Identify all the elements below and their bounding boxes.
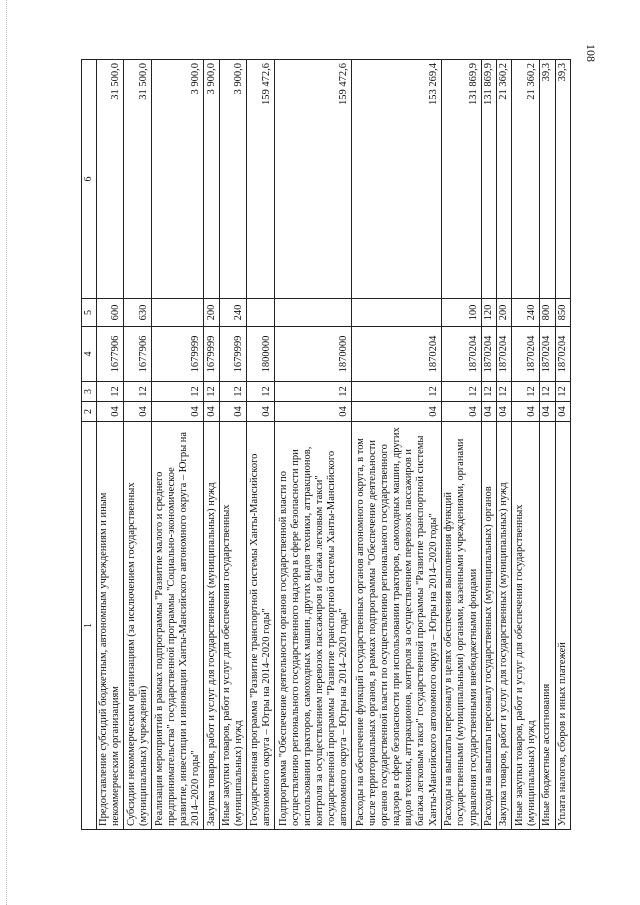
row-section: 04 <box>481 402 496 422</box>
row-section: 04 <box>497 402 512 422</box>
row-subsection: 12 <box>151 382 203 402</box>
table-row <box>151 60 203 830</box>
table-row <box>219 60 247 830</box>
row-amount: 39,3 <box>540 60 555 299</box>
row-expense-type <box>275 299 352 327</box>
row-amount: 31 500,0 <box>96 60 124 299</box>
row-target-code: 1870204 <box>540 327 555 382</box>
row-amount: 159 472,6 <box>247 60 275 299</box>
row-amount: 21 360,2 <box>512 60 540 299</box>
row-description: Предоставление субсидий бюджетным, автономным учреждениям и иным некоммерческим организациям <box>96 422 124 830</box>
row-description: Иные бюджетные ассигнования <box>540 422 555 830</box>
row-amount: 153 269,4 <box>352 60 441 299</box>
row-description: Государственная программа "Развитие транспортной системы Ханты-Мансийского автономного округа – Югры на 2014–2020 годы" <box>247 422 275 830</box>
row-description: Расходы на выплаты персоналу в целях обеспечения выполнения функций государственными (муниципальными) органами, казенными учреждениями, органами управления государственными внебюджетными фондами <box>441 422 481 830</box>
row-target-code: 1870204 <box>441 327 481 382</box>
row-target-code: 1679999 <box>151 327 203 382</box>
table-row <box>275 60 352 830</box>
row-amount: 131 869,9 <box>441 60 481 299</box>
row-expense-type: 200 <box>497 299 512 327</box>
row-target-code: 1870204 <box>497 327 512 382</box>
row-target-code: 1679999 <box>219 327 247 382</box>
row-subsection: 12 <box>555 382 571 402</box>
row-section: 04 <box>204 402 219 422</box>
row-section: 04 <box>275 402 352 422</box>
header-cell: 1 <box>82 422 97 830</box>
row-description: Закупка товаров, работ и услуг для государственных (муниципальных) нужд <box>497 422 512 830</box>
row-subsection: 12 <box>219 382 247 402</box>
row-description: Расходы на выплаты персоналу государственных (муниципальных) органов <box>481 422 496 830</box>
row-description: Реализация мероприятий в рамках подпрограммы "Развитие малого и среднего предпринимательства" государственной программы "Социально-экономическое развитие, инвестиции и инновации Ханты-Мансийского автономного округа – Югры на 2014–2020 годы" <box>151 422 203 830</box>
budget-table-container <box>81 60 571 830</box>
row-expense-type: 240 <box>512 299 540 327</box>
table-row <box>204 60 219 830</box>
table-row <box>540 60 555 830</box>
row-expense-type: 600 <box>96 299 124 327</box>
row-section: 04 <box>441 402 481 422</box>
row-subsection: 12 <box>512 382 540 402</box>
header-cell: 3 <box>82 382 97 402</box>
header-cell: 5 <box>82 299 97 327</box>
row-expense-type: 120 <box>481 299 496 327</box>
row-description: Расходы на обеспечение функций государственных органов автономного округа, в том числе территориальных органов, в рамках подпрограммы "Обеспечение деятельности органов государственной власти по осуществлению регионального государственного надзора в сфере безопасности при использовании тракторов, самоходных машин, других видов техники, аттракционов, контроля за осуществлением перевозок пассажиров и багажа легковым такси" государственной программы "Развитие транспортной системы Ханты-Мансийского автономного округа – Югры на 2014–2020 годы" <box>352 422 441 830</box>
row-expense-type: 100 <box>441 299 481 327</box>
header-cell: 2 <box>82 402 97 422</box>
row-section: 04 <box>512 402 540 422</box>
row-expense-type: 630 <box>124 299 152 327</box>
page-number: 108 <box>584 44 598 62</box>
scan-edge-line <box>6 0 8 905</box>
row-subsection: 12 <box>96 382 124 402</box>
row-target-code: 1677906 <box>96 327 124 382</box>
row-amount: 159 472,6 <box>275 60 352 299</box>
row-target-code: 1870000 <box>275 327 352 382</box>
row-target-code: 1870204 <box>352 327 441 382</box>
row-section: 04 <box>540 402 555 422</box>
row-amount: 3 900,0 <box>204 60 219 299</box>
header-cell: 6 <box>82 60 97 299</box>
row-description: Закупка товаров, работ и услуг для государственных (муниципальных) нужд <box>204 422 219 830</box>
row-subsection: 12 <box>247 382 275 402</box>
table-row <box>96 60 124 830</box>
row-description: Иные закупки товаров, работ и услуг для обеспечения государственных (муниципальных) нужд <box>219 422 247 830</box>
row-section: 04 <box>151 402 203 422</box>
row-target-code: 1800000 <box>247 327 275 382</box>
row-subsection: 12 <box>352 382 441 402</box>
row-amount: 3 900,0 <box>151 60 203 299</box>
row-subsection: 12 <box>204 382 219 402</box>
row-subsection: 12 <box>540 382 555 402</box>
row-amount: 3 900,0 <box>219 60 247 299</box>
table-row <box>555 60 571 830</box>
table-row <box>481 60 496 830</box>
row-subsection: 12 <box>275 382 352 402</box>
row-description: Субсидии некоммерческим организациям (за исключением государственных (муниципальных) учреждений) <box>124 422 152 830</box>
row-target-code: 1870204 <box>481 327 496 382</box>
row-description: Подпрограмма "Обеспечение деятельности органов государственной власти по осуществлению регионального государственного надзора в сфере безопасности при использовании тракторов, самоходных машин, других видов техники, аттракционов, контроля за осуществлением перевозок пассажиров и багажа легковым такси" государственной программы "Развитие транспортной системы Ханты-Мансийского автономного округа – Югры на 2014–2020 годы" <box>275 422 352 830</box>
row-section: 04 <box>96 402 124 422</box>
row-subsection: 12 <box>497 382 512 402</box>
row-subsection: 12 <box>441 382 481 402</box>
row-target-code: 1677906 <box>124 327 152 382</box>
row-description: Уплата налогов, сборов и иных платежей <box>555 422 571 830</box>
row-expense-type: 240 <box>219 299 247 327</box>
row-amount: 21 360,2 <box>497 60 512 299</box>
row-target-code: 1870204 <box>555 327 571 382</box>
row-section: 04 <box>555 402 571 422</box>
row-target-code: 1679999 <box>204 327 219 382</box>
table-row <box>512 60 540 830</box>
table-header-row <box>82 60 97 830</box>
row-section: 04 <box>352 402 441 422</box>
table-row <box>124 60 152 830</box>
row-description: Иные закупки товаров, работ и услуг для обеспечения государственных (муниципальных) нужд <box>512 422 540 830</box>
row-section: 04 <box>247 402 275 422</box>
row-expense-type <box>151 299 203 327</box>
table-row <box>247 60 275 830</box>
table-row <box>441 60 481 830</box>
row-expense-type <box>247 299 275 327</box>
row-amount: 39,3 <box>555 60 571 299</box>
row-expense-type: 200 <box>204 299 219 327</box>
table-row <box>497 60 512 830</box>
table-row <box>352 60 441 830</box>
row-section: 04 <box>124 402 152 422</box>
header-cell: 4 <box>82 327 97 382</box>
row-amount: 131 869,9 <box>481 60 496 299</box>
row-target-code: 1870204 <box>512 327 540 382</box>
budget-table <box>81 59 571 830</box>
row-amount: 31 500,0 <box>124 60 152 299</box>
row-expense-type <box>352 299 441 327</box>
row-subsection: 12 <box>481 382 496 402</box>
row-expense-type: 800 <box>540 299 555 327</box>
row-expense-type: 850 <box>555 299 571 327</box>
row-section: 04 <box>219 402 247 422</box>
row-subsection: 12 <box>124 382 152 402</box>
